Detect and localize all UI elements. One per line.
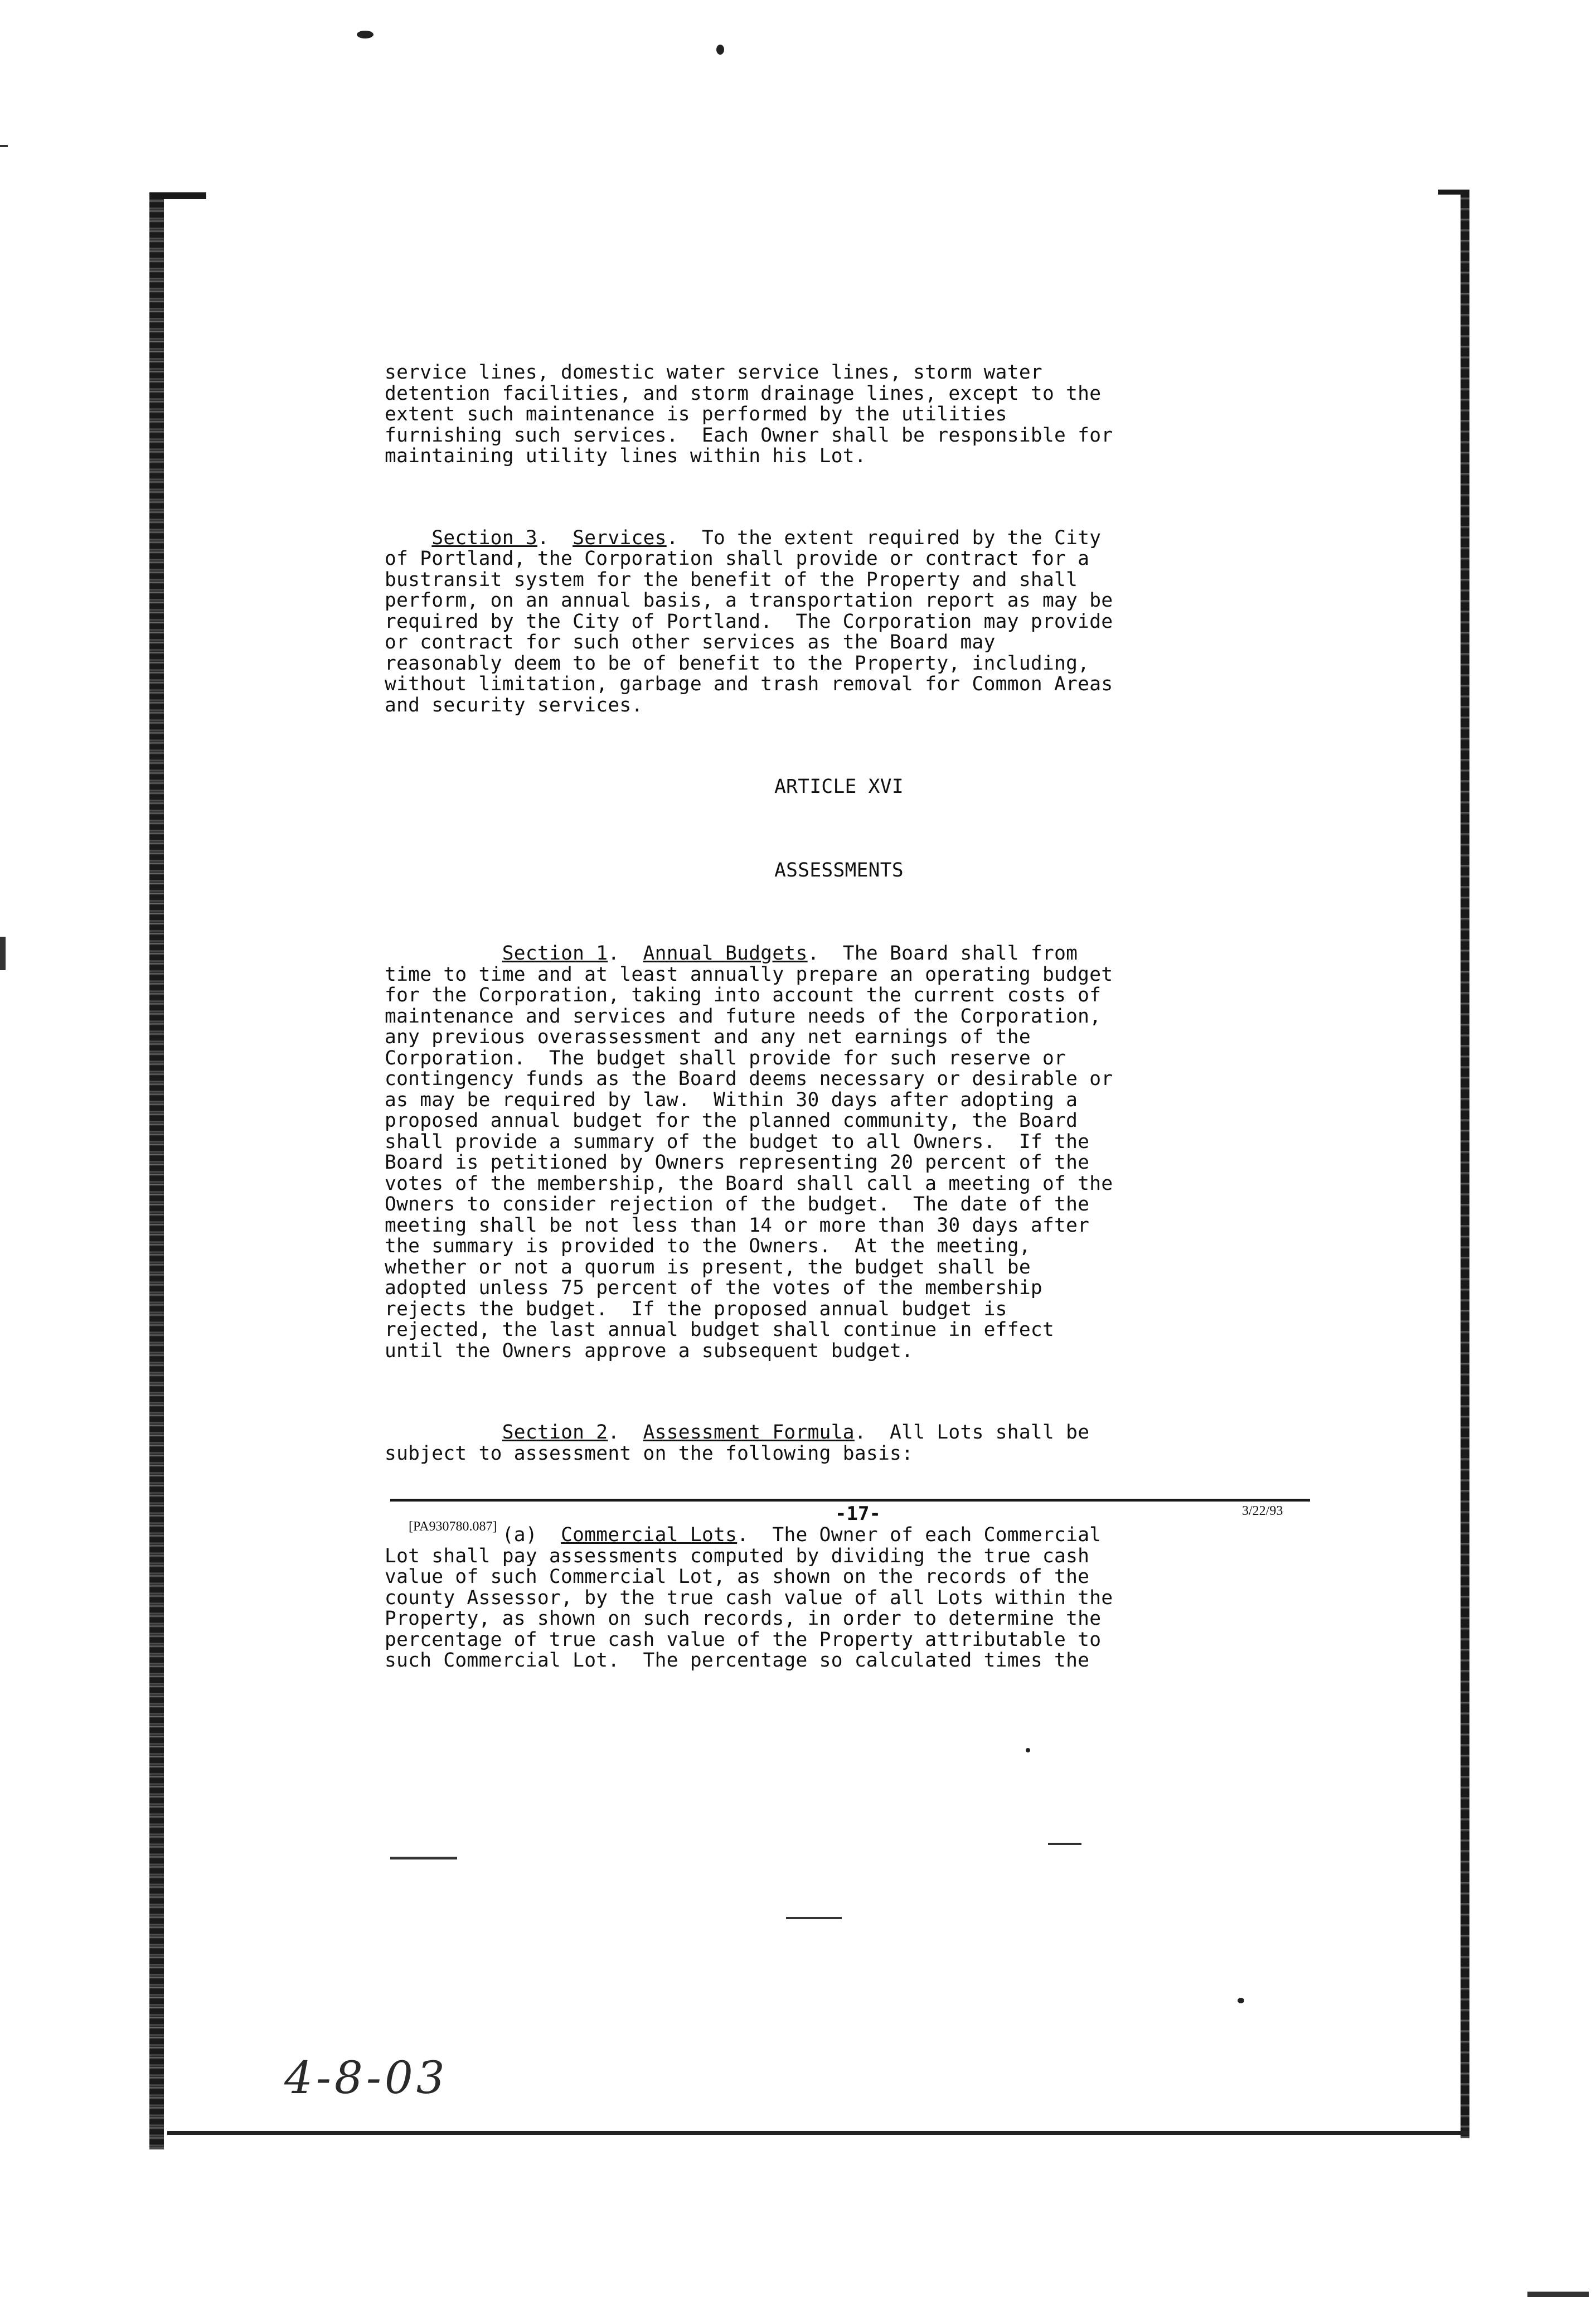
subsection-marker: (a) xyxy=(502,1524,537,1546)
text-line: time to time and at least annually prepare an operating budget xyxy=(385,963,1113,986)
text-line: rejects the budget. If the proposed annual budget is xyxy=(385,1297,1007,1320)
text-line: subject to assessment on the following basis: xyxy=(385,1442,914,1465)
text-line: or contract for such other services as the Board may xyxy=(385,631,996,653)
text-line: Property, as shown on such records, in order to determine the xyxy=(385,1607,1102,1630)
text-line: Board is petitioned by Owners representing 20 percent of the xyxy=(385,1151,1090,1174)
subsection-title: Commercial Lots xyxy=(561,1524,738,1546)
paragraph-subsection-a-commercial-lots xyxy=(385,1525,1299,1672)
text-line: reasonably deem to be of benefit to the Property, including, xyxy=(385,652,1090,675)
text-line: for the Corporation, taking into account the current costs of xyxy=(385,984,1102,1006)
scan-speck xyxy=(1048,1843,1081,1845)
scan-border-top-left xyxy=(149,192,206,199)
section-label: Section 2 xyxy=(502,1421,608,1444)
article-title: ASSESSMENTS xyxy=(774,859,904,882)
text-line: bustransit system for the benefit of the Property and shall xyxy=(385,568,1078,591)
handwritten-date-note: 4-8-03 xyxy=(284,2052,448,2104)
text-line: of Portland, the Corporation shall provide or contract for a xyxy=(385,548,1090,570)
scan-border-left xyxy=(149,192,164,2149)
text-line: the summary is provided to the Owners. At the meeting, xyxy=(385,1235,1031,1257)
footer-rule xyxy=(390,1499,1310,1502)
text-line: until the Owners approve a subsequent budget. xyxy=(385,1339,914,1362)
text-line: . To the extent required by the City xyxy=(666,526,1102,549)
article-heading: ARTICLE XVI xyxy=(774,776,904,798)
text-line: extent such maintenance is performed by the utilities xyxy=(385,403,1007,425)
scan-speck xyxy=(1527,2292,1589,2297)
scan-speck xyxy=(786,1917,842,1919)
section-title: Annual Budgets xyxy=(643,942,808,965)
scan-speck xyxy=(1026,1748,1030,1752)
text-line: . The Owner of each Commercial xyxy=(737,1524,1102,1546)
text-line: detention facilities, and storm drainage lines, except to the xyxy=(385,382,1102,405)
section-label: Section 3 xyxy=(431,526,537,549)
text-line: maintaining utility lines within his Lot. xyxy=(385,445,866,467)
text-line: . All Lots shall be xyxy=(854,1421,1090,1444)
text-line: any previous overassessment and any net earnings of the xyxy=(385,1026,1031,1048)
text-line: county Assessor, by the true cash value of all Lots within the xyxy=(385,1586,1113,1609)
text-line: proposed annual budget for the planned community, the Board xyxy=(385,1110,1078,1132)
text-line: perform, on an annual basis, a transportation report as may be xyxy=(385,589,1113,612)
scan-border-top-right xyxy=(1438,190,1469,195)
text-line: contingency funds as the Board deems necessary or desirable or xyxy=(385,1068,1113,1090)
text-line: meeting shall be not less than 14 or more than 30 days after xyxy=(385,1214,1090,1237)
text-line: Corporation. The budget shall provide for such reserve or xyxy=(385,1047,1066,1069)
scan-border-bottom xyxy=(167,2131,1469,2135)
text-line: and security services. xyxy=(385,694,643,716)
text-line: service lines, domestic water service lines, storm water xyxy=(385,361,1042,384)
scan-border-right xyxy=(1461,190,1469,2138)
text-line: rejected, the last annual budget shall continue in effect xyxy=(385,1319,1055,1341)
text-line: Lot shall pay assessments computed by dividing the true cash xyxy=(385,1544,1090,1567)
text-line: . The Board shall from xyxy=(807,942,1078,965)
section-title: Services xyxy=(573,526,667,549)
text-line: without limitation, garbage and trash removal for Common Areas xyxy=(385,673,1113,695)
paragraph-section-3-services: Section 3. Services. To the extent required by the City of Portland, the Corporation shall provide or contract for a bustransit system for the benefit of the Property and shall perform, on an annual basis, a transportation report as may be required by the City of Portland. The Corporation may provide or contract for such other services as the Board may reasonably deem to be of benefit to the Property, including, without limitation, garbage and trash removal for Common Areas and security services. xyxy=(385,526,1113,716)
text-line: maintenance and services and future needs of the Corporation, xyxy=(385,1005,1102,1028)
text-line: value of such Commercial Lot, as shown on the records of the xyxy=(385,1566,1090,1588)
text-line: furnishing such services. Each Owner shall be responsible for xyxy=(385,424,1113,447)
paragraph-section-1-annual-budgets: Section 1. Annual Budgets. The Board shall from time to time and at least annually prepare an operating budget for the Corporation, taking into account the current costs of maintenance and services and future needs of the Corporation, any previous overassessment and any net earnings of the Corporation. The budget shall provide for such reserve or contingency funds as the Board deems necessary or desirable or as may be required by law. Within 30 days after adopting a proposed annual budget for the planned community, the Board shall provide a summary of the budget to all Owners. If the Board is petitioned by Owners representing 20 percent of the votes of the membership, the Board shall call a meeting of the Owners to consider rejection of the budget. The date of the meeting shall be not less than 14 or more than 30 days after the summary is provided to the Owners. At the meeting, whether or not a quorum is present, the budget shall be adopted unless 75 percent of the votes of the membership rejects the budget. If the proposed annual budget is rejected, the last annual budget shall continue in effect until the Owners approve a subsequent budget. xyxy=(385,942,1113,1362)
paragraph-utility-lines xyxy=(385,362,1299,467)
text-line: adopted unless 75 percent of the votes of the membership xyxy=(385,1277,1042,1299)
text-line: such Commercial Lot. The percentage so calculated times the xyxy=(385,1649,1090,1672)
footer-date: 3/22/93 xyxy=(1242,1504,1283,1518)
text-line: required by the City of Portland. The Corporation may provide xyxy=(385,610,1113,633)
footer-page-number: -17- xyxy=(835,1503,881,1525)
scan-speck xyxy=(390,1857,457,1859)
section-label: Section 1 xyxy=(502,942,608,965)
section-title: Assessment Formula xyxy=(643,1421,855,1444)
text-line: votes of the membership, the Board shall call a meeting of the xyxy=(385,1172,1113,1195)
scan-speck xyxy=(357,31,373,38)
text-line: whether or not a quorum is present, the budget shall be xyxy=(385,1256,1031,1279)
paragraph-section-2-assessment-formula: Section 2. Assessment Formula. All Lots shall be subject to assessment on the following basis: xyxy=(385,1421,1090,1465)
text-line: Owners to consider rejection of the budget. The date of the xyxy=(385,1193,1090,1215)
scan-speck xyxy=(1238,1998,1244,2003)
scan-speck xyxy=(0,145,8,147)
footer-doc-code: [PA930780.087] xyxy=(409,1519,497,1534)
text-line: shall provide a summary of the budget to all Owners. If the xyxy=(385,1130,1090,1153)
scan-speck xyxy=(716,45,724,55)
scan-speck xyxy=(0,937,6,970)
text-line: percentage of true cash value of the Property attributable to xyxy=(385,1628,1102,1651)
text-line: as may be required by law. Within 30 days after adopting a xyxy=(385,1088,1078,1111)
